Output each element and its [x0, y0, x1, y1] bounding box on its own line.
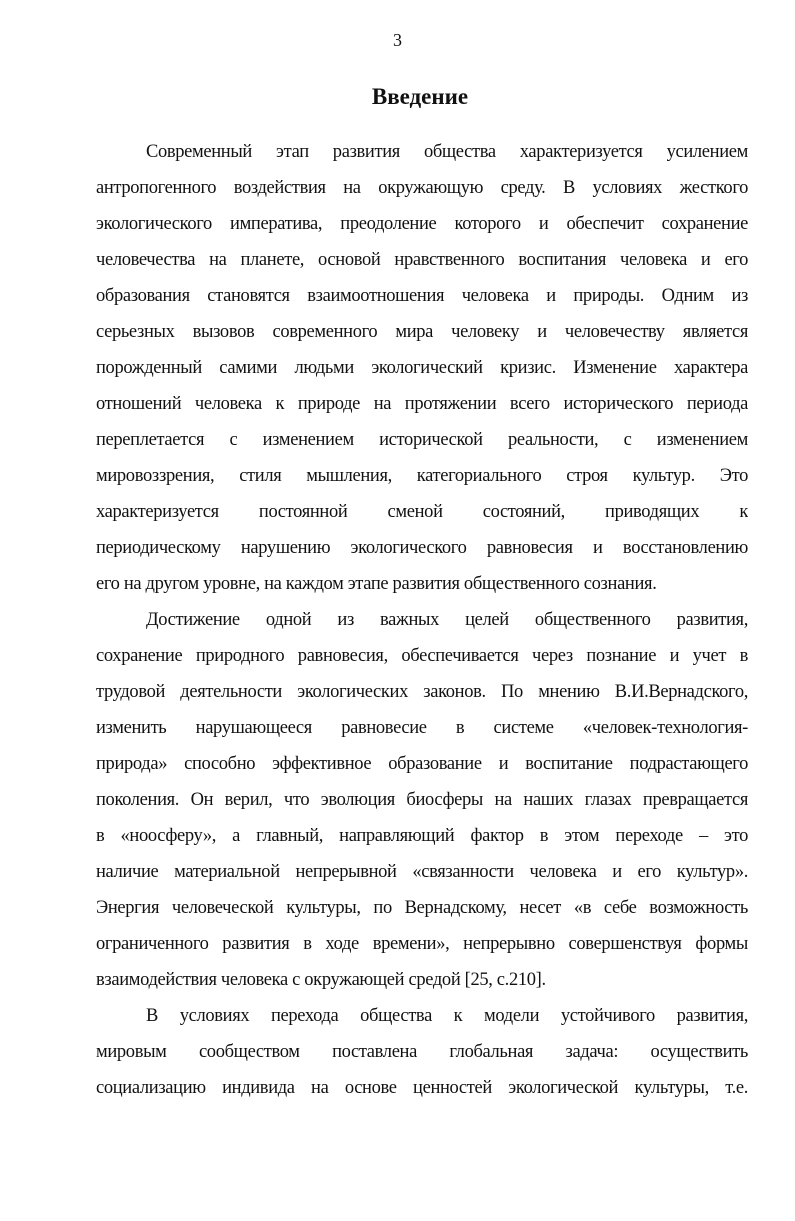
paragraph-1-line: экологического императива, преодоление которого и обеспечит сохранение: [96, 214, 748, 234]
paragraph-1-line: переплетается с изменением исторической реальности, с изменением: [96, 430, 748, 450]
paragraph-1-line: порожденный самими людьми экологический кризис. Изменение характера: [96, 358, 748, 378]
paragraph-3-line: мировым сообществом поставлена глобальная задача: осуществить: [96, 1042, 748, 1062]
paragraph-2-line: наличие материальной непрерывной «связанности человека и его культур».: [96, 862, 748, 882]
paragraph-1-line: периодическому нарушению экологического равновесия и восстановлению: [96, 538, 748, 558]
paragraph-2-line: трудовой деятельности экологических законов. По мнению В.И.Вернадского,: [96, 682, 748, 702]
paragraph-1-line: его на другом уровне, на каждом этапе развития общественного сознания.: [96, 574, 657, 594]
paragraph-2-line: сохранение природного равновесия, обеспечивается через познание и учет в: [96, 646, 748, 666]
paragraph-1-line: отношений человека к природе на протяжении всего исторического периода: [96, 394, 748, 414]
paragraph-2-line: Энергия человеческой культуры, по Вернадскому, несет «в себе возможность: [96, 898, 748, 918]
paragraph-2-line: изменить нарушающееся равновесие в системе «человек-технология-: [96, 718, 748, 738]
paragraph-1-line: Современный этап развития общества характеризуется усилением: [146, 142, 748, 162]
paragraph-1-line: характеризуется постоянной сменой состояний, приводящих к: [96, 502, 748, 522]
document-body: [96, 138, 748, 1110]
paragraph-2-line: поколения. Он верил, что эволюция биосферы на наших глазах превращается: [96, 790, 748, 810]
page-title: Введение: [371, 84, 469, 109]
paragraph-2-line: природа» способно эффективное образование и воспитание подрастающего: [96, 754, 748, 774]
paragraph-1-line: человечества на планете, основой нравственного воспитания человека и его: [96, 250, 748, 270]
paragraph-2-line: ограниченного развития в ходе времени», непрерывно совершенствуя формы: [96, 934, 748, 954]
paragraph-1-line: антропогенного воздействия на окружающую среду. В условиях жесткого: [96, 178, 748, 198]
page-number: 3: [393, 30, 402, 50]
paragraph-2-line: в «ноосферу», а главный, направляющий фактор в этом переходе – это: [96, 826, 748, 846]
paragraph-1-line: мировоззрения, стиля мышления, категориального строя культур. Это: [96, 466, 748, 486]
paragraph-2-line: взаимодействия человека с окружающей средой [25, с.210].: [96, 970, 546, 990]
paragraph-1-line: образования становятся взаимоотношения человека и природы. Одним из: [96, 286, 748, 306]
paragraph-3-line: социализацию индивида на основе ценностей экологической культуры, т.е.: [96, 1078, 748, 1098]
paragraph-3-line: В условиях перехода общества к модели устойчивого развития,: [146, 1006, 748, 1026]
paragraph-1-line: серьезных вызовов современного мира человеку и человечеству является: [96, 322, 748, 342]
paragraph-2-line: Достижение одной из важных целей общественного развития,: [146, 610, 748, 630]
